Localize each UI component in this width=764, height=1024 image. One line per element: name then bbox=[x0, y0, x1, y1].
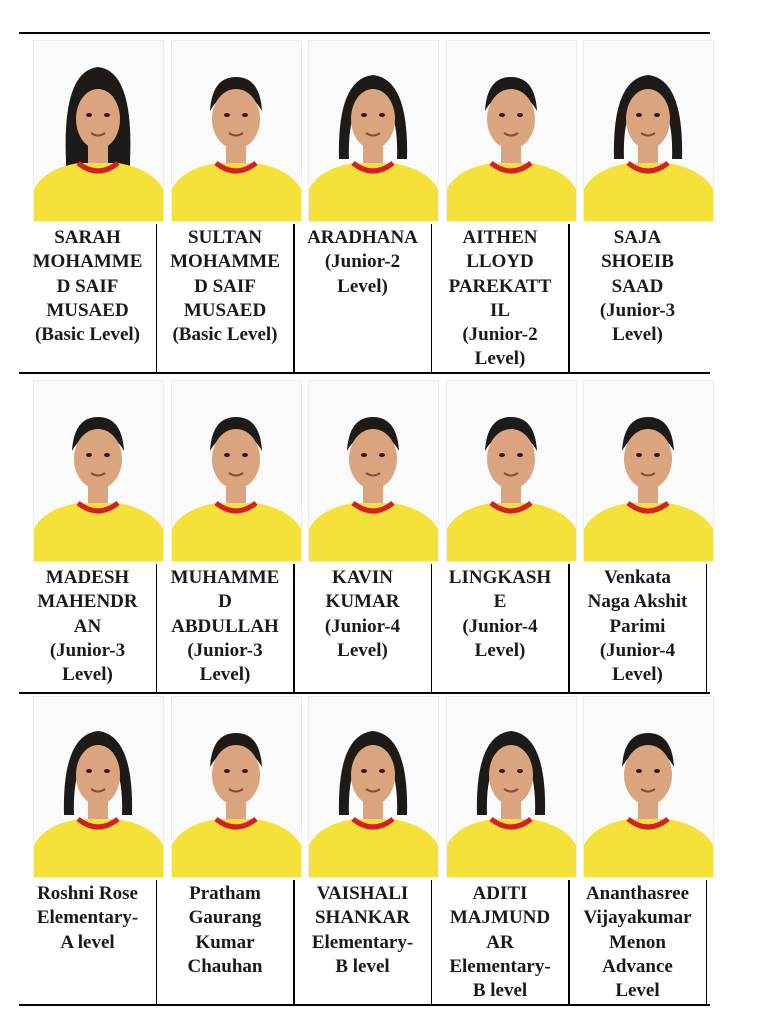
student-photo bbox=[33, 380, 164, 562]
student-photo bbox=[308, 40, 439, 222]
column-divider bbox=[706, 564, 708, 692]
student-photo bbox=[171, 40, 302, 222]
student-card bbox=[569, 36, 707, 372]
student-card bbox=[157, 376, 295, 692]
student-name: Ananthasree Vijayakumar Menon Advance Level bbox=[583, 883, 692, 1002]
top-rule bbox=[19, 32, 710, 34]
student-photo bbox=[33, 40, 164, 222]
student-photo bbox=[308, 380, 439, 562]
column-divider bbox=[293, 224, 295, 372]
student-name: ARADHANA (Junior-2 Level) bbox=[307, 227, 418, 297]
column-divider bbox=[568, 224, 570, 372]
student-name: MADESH MAHENDR AN (Junior-3 Level) bbox=[37, 567, 138, 686]
column-divider bbox=[293, 880, 295, 1004]
student-photo bbox=[171, 696, 302, 878]
student-name: SARAH MOHAMME D SAIF MUSAED (Basic Level) bbox=[32, 227, 143, 346]
student-photo bbox=[583, 380, 714, 562]
student-card bbox=[294, 692, 432, 1004]
student-card bbox=[569, 376, 707, 692]
column-divider bbox=[706, 880, 708, 1004]
student-name: SULTAN MOHAMME D SAIF MUSAED (Basic Level) bbox=[170, 227, 280, 346]
row-rule bbox=[19, 372, 710, 374]
student-card bbox=[157, 36, 295, 372]
student-photo bbox=[446, 380, 577, 562]
row-rule bbox=[19, 1004, 710, 1006]
column-divider bbox=[431, 564, 433, 692]
student-photo bbox=[33, 696, 164, 878]
student-card bbox=[19, 692, 157, 1004]
column-divider bbox=[568, 564, 570, 692]
student-card bbox=[294, 376, 432, 692]
student-name: AITHEN LLOYD PAREKATT IL (Junior-2 Level) bbox=[448, 227, 552, 370]
column-divider bbox=[156, 880, 158, 1004]
column-divider bbox=[156, 564, 158, 692]
student-name: SAJA SHOEIB SAAD (Junior-3 Level) bbox=[599, 227, 676, 346]
column-divider bbox=[431, 880, 433, 1004]
student-name: KAVIN KUMAR (Junior-4 Level) bbox=[324, 567, 401, 661]
column-divider bbox=[156, 224, 158, 372]
student-photo bbox=[446, 40, 577, 222]
student-photo bbox=[446, 696, 577, 878]
student-card bbox=[432, 36, 570, 372]
student-photo bbox=[308, 696, 439, 878]
student-card bbox=[569, 692, 707, 1004]
student-photo bbox=[583, 40, 714, 222]
student-card bbox=[157, 692, 295, 1004]
student-card bbox=[294, 36, 432, 372]
student-name: LINGKASH E (Junior-4 Level) bbox=[448, 567, 552, 661]
column-divider bbox=[568, 880, 570, 1004]
student-name: ADITI MAJMUND AR Elementary- B level bbox=[449, 883, 551, 1002]
student-name: MUHAMME D ABDULLAH (Junior-3 Level) bbox=[170, 567, 280, 686]
student-photo bbox=[583, 696, 714, 878]
student-name: Roshni Rose Elementary- A level bbox=[36, 883, 139, 953]
student-name: Venkata Naga Akshit Parimi (Junior-4 Level) bbox=[587, 567, 688, 686]
student-card bbox=[432, 376, 570, 692]
student-name: Pratham Gaurang Kumar Chauhan bbox=[187, 883, 263, 977]
student-name: VAISHALI SHANKAR Elementary- B level bbox=[311, 883, 414, 977]
column-divider bbox=[431, 224, 433, 372]
student-card bbox=[19, 376, 157, 692]
student-photo bbox=[171, 380, 302, 562]
student-card bbox=[432, 692, 570, 1004]
student-card bbox=[19, 36, 157, 372]
column-divider bbox=[293, 564, 295, 692]
